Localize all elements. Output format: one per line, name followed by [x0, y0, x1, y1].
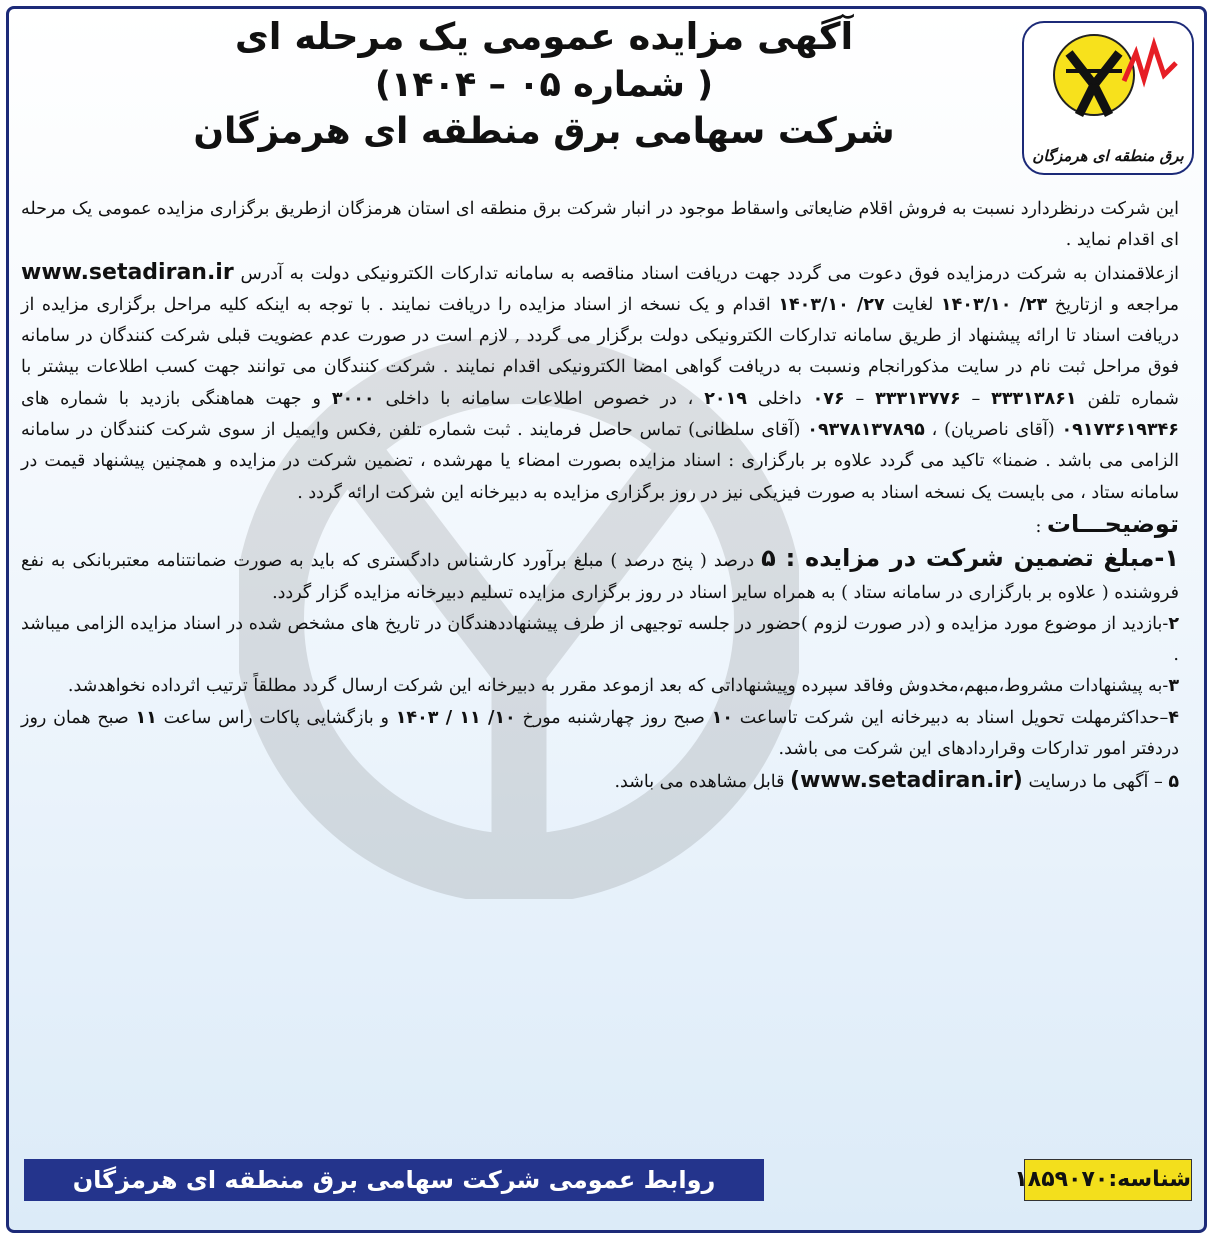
logo-caption: برق منطقه ای هرمزگان [1032, 147, 1184, 165]
text: اقدام و یک نسخه از اسناد مزایده را دریافت نمایند . با توجه به اینکه کلیه مراحل برگزاری مزایده از دریافت اسناد تا ارائه پیشنهاد از طریق سامانه تدارکات الکترونیکی دولت برگزار می گردد , لازم است در صورت عدم عضویت قبلی شرکت کنندگان در سامانه فوق مراحل ثبت نام در سایت مذکورانجام ونسبت به دریافت گواهی امضا الکترونیکی اقدام نمایند . شرکت کنندگان می توانند جهت کسب اطلاعات بیشتر با شماره تلفن [21, 294, 1179, 409]
note-5-number: ۵ [1168, 772, 1179, 793]
title-block [109, 13, 979, 156]
notes-heading: توضیحـــات [1046, 509, 1179, 538]
area-code: ۰۷۶ [812, 388, 845, 409]
company-name: شرکت سهامی برق منطقه ای هرمزگان [193, 111, 895, 153]
power-tower-logo-icon [1024, 23, 1188, 133]
note-5-link[interactable]: (www.setadiran.ir) [790, 768, 1023, 794]
text: ازعلاقمندان به شرکت درمزایده فوق دعوت می گردد جهت دریافت اسناد مناقصه به سامانه تدارکات الکترونیکی دولت به آدرس [240, 263, 1179, 284]
intro-paragraph: این شرکت درنظردارد نسبت به فروش اقلام ضایعاتی واسقاط موجود در انبار شرکت برق منطقه ای استان هرمزگان ازطریق برگزاری مزایده عمومی یک مرحله ای اقدام نماید . [21, 199, 1179, 251]
note-1-title: ۱-مبلغ تضمین شرکت در مزایده : ۵ [761, 544, 1179, 573]
note-4-date: ۱۰/ ۱۱ / ۱۴۰۳ [395, 707, 516, 728]
text: صبح همان روز دردفتر امور تدارکات وقراردادهای این شرکت می باشد. [21, 707, 1179, 760]
website-link[interactable]: www.setadiran.ir [21, 259, 234, 285]
phone-1: ۳۳۳۱۳۸۶۱ [991, 388, 1077, 409]
extension-1: ۲۰۱۹ [704, 388, 747, 409]
text: داخلی [757, 388, 802, 409]
company-logo [1022, 21, 1194, 175]
text: –حداکثرمهلت تحویل اسناد به دبیرخانه این شرکت تاساعت [739, 707, 1169, 728]
header [9, 9, 1204, 184]
contact-name-1: (آقای ناصریان) [944, 420, 1055, 441]
note-3 [21, 671, 1179, 702]
note-1-text: درصد ( پنج درصد ) مبلغ برآورد کارشناس دادگستری که باید به صورت ضمانتنامه معتبربانکی به نفع فروشنده ( علاوه بر بارگزاری در سامانه ستاد ) به همراه سایر اسناد در روز برگزاری مزایده تسلیم دبیرخانه مزایده گزار گردد. [21, 551, 1179, 603]
date-from: ۲۳/ ۱۴۰۳/۱۰ [940, 294, 1048, 315]
note-4-number: ۴ [1168, 707, 1179, 728]
note-4-hour-1: ۱۰ [711, 707, 733, 728]
note-2 [21, 609, 1179, 672]
notice-frame [6, 6, 1207, 1233]
text: و بازگشایی پاکات راس ساعت [163, 707, 389, 728]
text: ، در خصوص اطلاعات سامانه با داخلی [385, 388, 694, 409]
date-to: ۲۷/ ۱۴۰۳/۱۰ [778, 294, 885, 315]
note-1 [21, 543, 1179, 609]
note-2-number: ۲ [1168, 613, 1179, 634]
note-5 [21, 765, 1179, 798]
public-relations-banner: روابط عمومی شرکت سهامی برق منطقه ای هرمزگان [24, 1159, 764, 1201]
phone-2: ۳۳۳۱۳۷۷۶ [875, 388, 961, 409]
contact-name-2: (آقای سلطانی) [688, 420, 801, 441]
note-2-text: -بازدید از موضوع مورد مزایده و (در صورت لزوم )حضور در جلسه توجیهی از طرف پیشنهاددهندگان در تاریخ های مشخص شده در اسناد مزایده الزامی میباشد . [21, 613, 1179, 666]
main-paragraph: ازعلاقمندان به شرکت درمزایده فوق دعوت می گردد جهت دریافت اسناد مناقصه به سامانه تدارکات الکترونیکی دولت به آدرس www.setadiran.ir مراجعه و ازتاریخ ۲۳/ ۱۴۰۳/۱۰ لغایت ۲۷/ ۱۴۰۳/۱۰ اقدام و یک نسخه از اسناد مزایده را دریافت نمایند . با توجه به اینکه کلیه مراحل برگزاری مزایده از دریافت اسناد تا ارائه پیشنهاد از طریق سامانه تدارکات الکترونیکی دولت برگزار می گردد , لازم است در صورت عدم عضویت قبلی شرکت کنندگان در سامانه فوق مراحل ثبت نام در سایت مذکورانجام ونسبت به دریافت گواهی امضا الکترونیکی اقدام نمایند . شرکت کنندگان می توانند جهت کسب اطلاعات بیشتر با شماره تلفن ۳۳۳۱۳۸۶۱ – ۳۳۳۱۳۷۷۶ – ۰۷۶ داخلی ۲۰۱۹ ، در خصوص اطلاعات سامانه با داخلی ۳۰۰۰ و جهت هماهنگی بازدید با شماره های ۰۹۱۷۳۶۱۹۳۴۶ (آقای ناصریان) ، ۰۹۳۷۸۱۳۷۸۹۵ (آقای سلطانی) تماس حاصل فرمایند . ثبت شماره تلفن ,فکس وایمیل از سوی شرکت کنندگان در سامانه الزامی می باشد . ضمنا» تاکید می گردد علاوه بر بارگزاری : اسناد مزایده بصورت امضاء یا مهرشده ، تضمین شرکت در مزایده و همچنین پیشنهاد قیمت در سامانه ستاد ، می بایست یک نسخه اسناد به صورت فیزیکی نیز در روز برگزاری مزایده به دبیرخانه این شرکت ارائه گردد . [21, 259, 1179, 503]
mobile-1: ۰۹۱۷۳۶۱۹۳۴۶ [1061, 420, 1179, 441]
text: لغایت [892, 294, 934, 315]
notice-id-badge: شناسه:۱۸۵۹۰۷۰ [1024, 1159, 1192, 1201]
note-3-number: ۳ [1168, 676, 1179, 697]
note-4 [21, 703, 1179, 766]
mobile-2: ۰۹۳۷۸۱۳۷۸۹۵ [807, 420, 925, 441]
extension-2: ۳۰۰۰ [331, 388, 375, 409]
text: صبح روز چهارشنبه مورخ [522, 707, 705, 728]
notice-number: ( شماره ۰۵ – ۱۴۰۴) [374, 64, 714, 105]
text: – آگهی ما درسایت [1028, 772, 1163, 793]
note-3-text: -به پیشنهادات مشروط،مبهم،مخدوش وفاقد سپرده وپیشنهاداتی که بعد ازموعد مقرر به دبیرخانه این شرکت ارسال گردد مطلقاً ترتیب اثرداده نخواهدشد. [67, 676, 1169, 697]
notice-body: این شرکت درنظردارد نسبت به فروش اقلام ضایعاتی واسقاط موجود در انبار شرکت برق منطقه ای استان هرمزگان ازطریق برگزاری مزایده عمومی یک مرحله ای اقدام نماید . ازعلاقمندان به شرکت درمزایده فوق دعوت می گردد جهت دریافت اسناد مناقصه به سامانه تدارکات الکترونیکی دولت به آدرس www.setadiran.ir مراجعه و ازتاریخ ۲۳/ ۱۴۰۳/۱۰ لغایت ۲۷/ ۱۴۰۳/۱۰ اقدام و یک نسخه از اسناد مزایده را دریافت نمایند . با توجه به اینکه کلیه مراحل برگزاری مزایده از دریافت اسناد تا ارائه پیشنهاد از طریق سامانه تدارکات الکترونیکی دولت برگزار می گردد , لازم است در صورت عدم عضویت قبلی شرکت کنندگان در سامانه فوق مراحل ثبت نام در سایت مذکورانجام ونسبت به دریافت گواهی امضا الکترونیکی اقدام نمایند . شرکت کنندگان می توانند جهت کسب اطلاعات بیشتر با شماره تلفن ۳۳۳۱۳۸۶۱ – ۳۳۳۱۳۷۷۶ – ۰۷۶ داخلی ۲۰۱۹ ، در خصوص اطلاعات سامانه با داخلی ۳۰۰۰ و جهت هماهنگی بازدید با شماره های ۰۹۱۷۳۶۱۹۳۴۶ (آقای ناصریان) ، ۰۹۳۷۸۱۳۷۸۹۵ (آقای سلطانی) تماس حاصل فرمایند . ثبت شماره تلفن ,فکس وایمیل از سوی شرکت کنندگان در سامانه الزامی می باشد . ضمنا» تاکید می گردد علاوه بر بارگزاری : اسناد مزایده بصورت امضاء یا مهرشده ، تضمین شرکت در مزایده و همچنین پیشنهاد قیمت در سامانه ستاد ، می بایست یک نسخه اسناد به صورت فیزیکی نیز در روز برگزاری مزایده به دبیرخانه این شرکت ارائه گردد . توضیحـــات : ۱-مبلغ تضمین شرکت در مزایده : ۵ درصد ( پنج درصد ) مبلغ برآورد کارشناس دادگستری که باید به صورت ضمانتنامه معتبربانکی به نفع فروشنده ( علاوه بر بارگزاری در سامانه ستاد ) به همراه سایر اسناد در روز برگزاری مزایده تسلیم دبیرخانه مزایده گزار گردد. ۲-بازدید از موضوع مورد مزایده و (در صورت لزوم )حضور در جلسه توجیهی از طرف پیشنهاددهندگان در تاریخ های مشخص شده در اسناد مزایده الزامی میباشد . ۳-به پیشنهادات مشروط،مبهم،مخدوش وفاقد سپرده وپیشنهاداتی که بعد ازموعد مقرر به دبیرخانه این شرکت ارسال گردد مطلقاً ترتیب اثرداده نخواهدشد. ۴–حداکثرمهلت تحویل اسناد به دبیرخانه این شرکت تاساعت ۱۰ صبح روز چهارشنبه مورخ ۱۰/ ۱۱ / ۱۴۰۳ و بازگشایی پاکات راس ساعت ۱۱ صبح همان روز دردفتر امور تدارکات وقراردادهای این شرکت می باشد. ۵ – آگهی ما درسایت (www.setadiran.ir) قابل مشاهده می باشد. [21, 194, 1179, 799]
text: و جهت هماهنگی بازدید با شماره های [21, 388, 321, 409]
note-4-hour-2: ۱۱ [135, 707, 157, 728]
text: تماس حاصل فرمایند . ثبت شماره تلفن ,فکس وایمیل از سوی شرکت کنندگان در سامانه الزامی می باشد . ضمنا» تاکید می گردد علاوه بر بارگزاری : اسناد مزایده بصورت امضاء یا مهرشده ، تضمین شرکت در مزایده و همچنین پیشنهاد قیمت در سامانه ستاد ، می بایست یک نسخه اسناد به صورت فیزیکی نیز در روز برگزاری مزایده به دبیرخانه این شرکت ارائه گردد . [21, 420, 1179, 503]
text: مراجعه و ازتاریخ [1054, 294, 1179, 315]
page-title: آگهی مزایده عمومی یک مرحله ای [234, 15, 854, 58]
text: قابل مشاهده می باشد. [614, 772, 785, 793]
